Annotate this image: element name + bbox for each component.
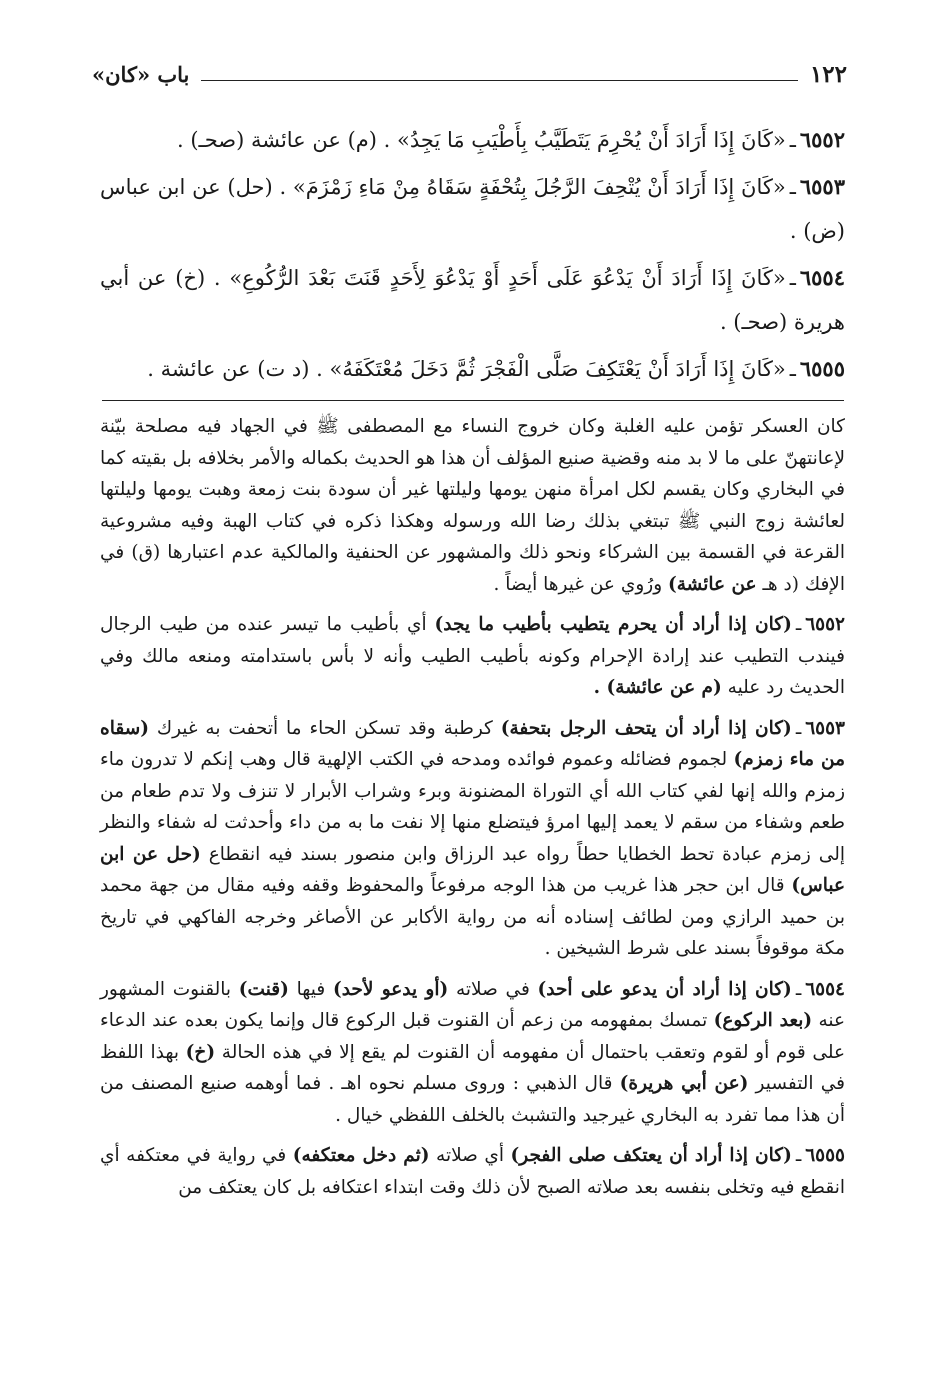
commentary-quote-2: (سقاه من ماء زمزم) (100, 717, 845, 770)
commentary-number: ٦٥٥٤ (805, 978, 845, 1000)
commentary-quote-2: (ثم دخل معتكفه) (292, 1145, 430, 1166)
commentary-text-6: قال الذهبي : وروى مسلم نحوه اهـ . فما أوهمه صنيع المصنف من أن هذا مما تفرد به البخاري غيرجيد والتشبث بالخلف اللفظي خيال . (100, 1073, 845, 1126)
intro-text: كان العسكر تؤمن عليه الغلبة وكان خروج النساء مع المصطفى ﷺ في الجهاد فيه مصلحة بيّنة لإعانتهنّ على ما لا بد منه وقضية صنيع المؤلف أن هذا هو الحديث بكماله والأمر بخلافه بل بقيته كما في البخاري وكان يقسم لكل امرأة منهن يومها وليلتها غير أن سودة بنت زمعة وهبت يومها وليلتها لعائشة زوج النبي ﷺ تبتغي بذلك رضا الله ورسوله وهكذا ذكره في كتاب الهبة وفيه مشروعية القرعة في القسمة بين الشركاء ونحو ذلك والمشهور عن الحنفية والمالكية عدم اعتبارها (ق) في الإفك (د هـ (100, 416, 845, 595)
hadith-number: ٦٥٥٤ (799, 265, 845, 290)
commentary-quote-4: (بعد الركوع) (713, 1010, 813, 1031)
commentary-quote-5: (خ) (185, 1041, 216, 1063)
hadith-source: (خ) عن أبي هريرة (صحـ) . (100, 266, 845, 334)
commentary-quote-2: (أو يدعو لأحد) (332, 978, 449, 1000)
commentary-text-4: تمسك بمفهومه من زعم أن القنوت قبل الركوع قال وإنما يكون بعده عند الدعاء على قوم أو لقوم وتعقب باحتمال أن مفهومه أن القنوت لم يقع إلا في هذه الحالة (100, 1010, 845, 1063)
dash: ـ (789, 128, 796, 152)
dash: ـ (795, 1145, 802, 1166)
hadith-quote: «كَانَ إِذَا أَرَادَ أَنْ يُتْحِفَ الرَّجُلَ بِتُحْفَةٍ سَقَاهُ مِنْ مَاءِ زَمْزَمَ» . (279, 175, 786, 199)
commentary-quote-3: (قنت) (238, 978, 289, 1000)
commentary-6554 (100, 974, 845, 1132)
hadith-6552 (100, 118, 845, 162)
hadith-quote: «كَانَ إِذَا أَرَادَ أَنْ يُحْرِمَ يَتَطَيَّبُ بِأَطْيَبِ مَا يَجِدُ» . (383, 128, 786, 152)
commentary-6552 (100, 609, 845, 704)
dash: ـ (795, 978, 802, 1000)
commentary-quote: (كان إذا أراد أن يتحف الرجل بتحفة) (500, 717, 792, 739)
commentary-quote: (كان إذا أراد أن يحرم يتطيب بأطيب ما يجد) (434, 614, 792, 635)
dash: ـ (789, 357, 796, 381)
dash: ـ (789, 266, 796, 290)
commentary-text-2: لجموم فضائله وعموم فوائده ومدحه في الكتب الإلهية قال وهب إنكم لا تدرون ماء زمزم والله إنها لفي كتاب الله أي التوراة المضنونة وبرء وشراب الأبرار لا تنزف ولا تدم طعام من طعم وشفاء من سقم لا يعمد إليها امرؤ فيتضلع منها إلا نفت ما به من داء وأحدثت له شفاء والنظر إلى زمزم عبادة تحط الخطايا حطاً رواه عبد الرزاق وابن منصور بسند فيه انقطاع (100, 749, 846, 865)
hadith-source: (حل) عن ابن عباس (ض) . (100, 175, 845, 243)
commentary-section (100, 411, 845, 1212)
header-rule (201, 80, 798, 81)
intro-tail: ورُوي عن غيرها أيضاً . (493, 573, 669, 595)
commentary-quote: (كان إذا أراد أن يعتكف صلى الفجر) (510, 1145, 792, 1166)
commentary-text: في صلاته (448, 978, 538, 1000)
hadith-number: ٦٥٥٣ (799, 174, 845, 199)
hadith-source: (د ت) عن عائشة . (147, 357, 310, 381)
page-header (92, 56, 847, 90)
hadith-source: (م) عن عائشة (صحـ) . (177, 128, 377, 152)
commentary-number: ٦٥٥٢ (805, 614, 845, 635)
hadith-quote: «كَانَ إِذَا أَرَادَ أَنْ يَعْتَكِفَ صَلَّى الْفَجْرَ ثُمَّ دَخَلَ مُعْتَكَفَهُ» . (316, 357, 786, 381)
commentary-text-5: بهذا اللفظ في التفسير (100, 1041, 845, 1094)
commentary-number: ٦٥٥٣ (805, 717, 845, 739)
commentary-intro (100, 411, 845, 600)
commentary-text-3: بالقنوت المشهور عنه (100, 978, 846, 1031)
dash: ـ (789, 175, 796, 199)
hadith-text-section (100, 118, 845, 394)
commentary-number: ٦٥٥٥ (805, 1145, 845, 1166)
hadith-number: ٦٥٥٥ (799, 356, 845, 381)
chapter-title: باب «كان» (92, 62, 190, 87)
page-number: ١٢٢ (809, 61, 847, 88)
commentary-6555 (100, 1140, 845, 1203)
dash: ـ (795, 614, 802, 635)
commentary-source: (عن أبي هريرة) (619, 1073, 749, 1094)
hadith-6554 (100, 256, 845, 344)
commentary-6553 (100, 713, 845, 965)
commentary-text: أي بأطيب ما تيسر عنده من طيب الرجال فيندب التطيب عند إرادة الإحرام وكونه بأطيب الطيب وأنه لا بأس باستدامته ومنعه مالك وفي الحديث رد عليه (100, 614, 845, 698)
commentary-text: أي صلاته (429, 1145, 511, 1166)
commentary-text: كرطبة وقد تسكن الحاء ما أتحفت به غيرك (148, 717, 501, 739)
hadith-quote: «كَانَ إِذَا أَرَادَ أَنْ يَدْعُوَ عَلَى أَحَدٍ أَوْ يَدْعُوَ لِأَحَدٍ قَنَتَ بَعْدَ الرُّكُوعِ» . (213, 266, 786, 290)
section-divider (102, 400, 844, 401)
commentary-source: (م عن عائشة) . (593, 677, 722, 698)
commentary-text-3: قال ابن حجر هذا غريب من هذا الوجه مرفوعاً والمحفوظ وقفه وفيه مقال من جهة محمد بن حميد الرازي ومن لطائف إسناده أنه من رواية الأكابر عن الأصاغر وخرجه الفاكهي في تاريخ مكة موقوفاً بسند على شرط الشيخين . (100, 875, 845, 959)
commentary-text-2: فيها (288, 978, 333, 1000)
dash: ـ (795, 717, 802, 739)
hadith-6555 (100, 347, 845, 391)
hadith-6553 (100, 165, 845, 253)
intro-source: عن عائشة) (668, 573, 757, 595)
hadith-number: ٦٥٥٢ (799, 127, 845, 152)
commentary-source: (حل عن ابن عباس) (100, 843, 845, 896)
commentary-text-2: في رواية في معتكفه أي انقطع فيه وتخلى بنفسه بعد صلاته الصبح لأن ذلك وقت ابتداء اعتكافه بل كان يعتكف من (100, 1145, 845, 1198)
commentary-quote: (كان إذا أراد أن يدعو على أحد) (537, 978, 792, 1000)
